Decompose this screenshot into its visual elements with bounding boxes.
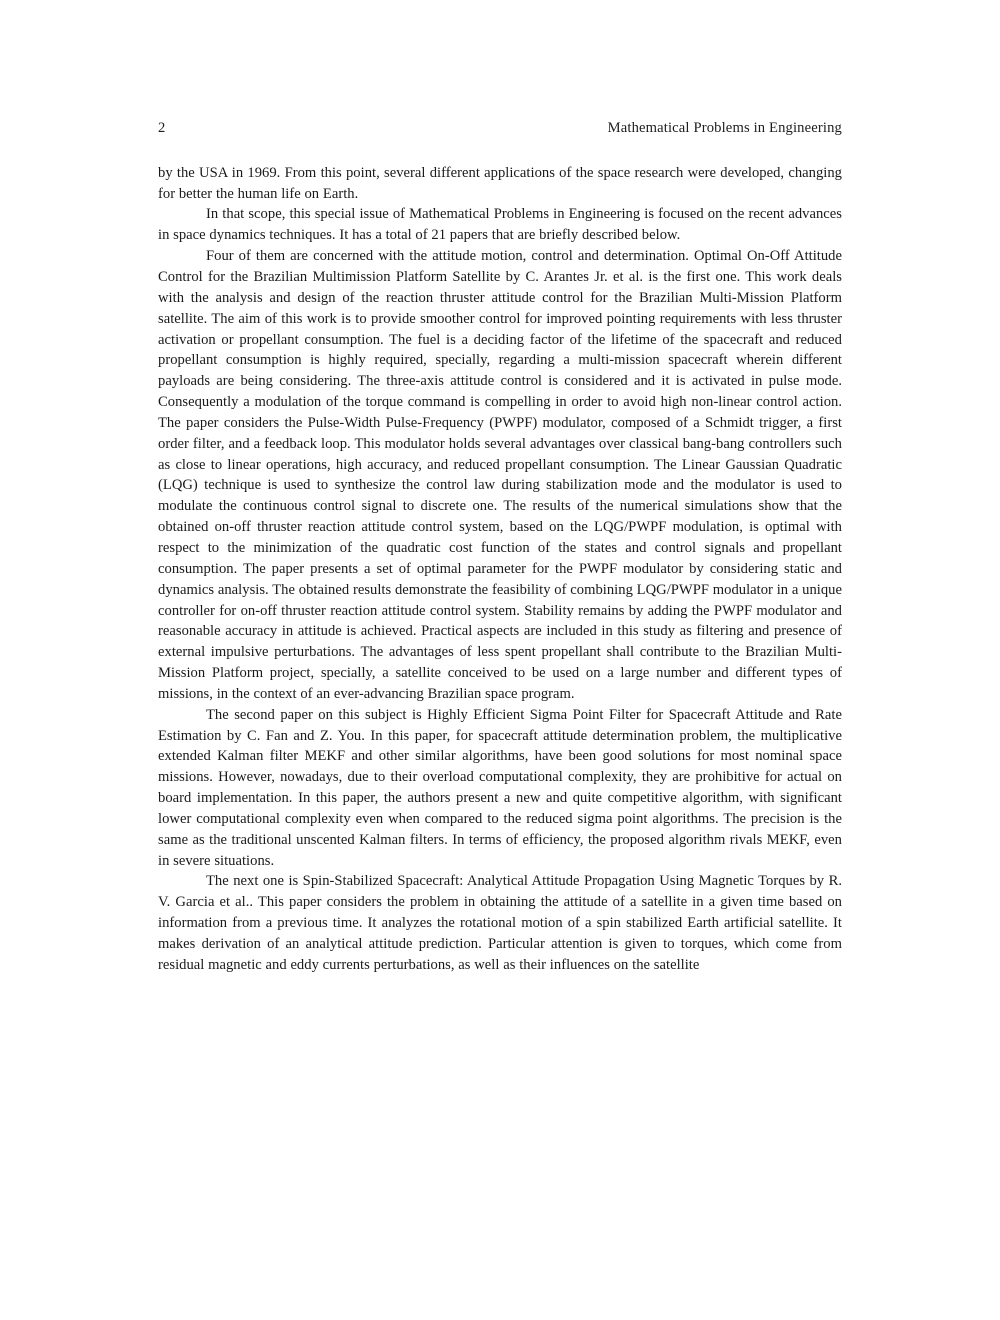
body-text (158, 163, 842, 976)
body-paragraph: by the USA in 1969. From this point, several different applications of the space research were developed, changing for better the human life on Earth. (158, 164, 842, 202)
body-paragraph: In that scope, this special issue of Mathematical Problems in Engineering is focused on the recent advances in space dynamics techniques. It has a total of 21 papers that are briefly described below. (158, 206, 842, 244)
running-header (158, 118, 842, 139)
page-content (158, 118, 842, 976)
body-paragraph: The next one is Spin-Stabilized Spacecraft: Analytical Attitude Propagation Using Magnetic Torques by R. V. Garcia et al.. This paper considers the problem in obtaining the attitude of a satellite in a given time based on information from a previous time. It analyzes the rotational motion of a spin stabilized Earth artificial satellite. It makes derivation of an analytical attitude prediction. Particular attention is given to torques, which come from residual magnetic and eddy currents perturbations, as well as their influences on the satellite (158, 873, 842, 973)
body-paragraph: The second paper on this subject is Highly Efficient Sigma Point Filter for Spacecraft Attitude and Rate Estimation by C. Fan and Z. You. In this paper, for spacecraft attitude determination problem, the multiplicative extended Kalman filter MEKF and other similar algorithms, have been good solutions for most nominal space missions. However, nowadays, due to their overload computational complexity, they are prohibitive for actual on board implementation. In this paper, the authors present a new and quite competitive algorithm, with significant lower computational complexity even when compared to the reduced sigma point algorithms. The precision is the same as the traditional unscented Kalman filters. In terms of efficiency, the proposed algorithm rivals MEKF, even in severe situations. (158, 706, 842, 869)
body-paragraph: Four of them are concerned with the attitude motion, control and determination. Optimal On-Off Attitude Control for the Brazilian Multimission Platform Satellite by C. Arantes Jr. et al. is the first one. This work deals with the analysis and design of the reaction thruster attitude control for the Brazilian Multi-Mission Platform satellite. The aim of this work is to provide smoother control for improved pointing requirements with less thruster activation or propellant consumption. The fuel is a deciding factor of the lifetime of the spacecraft and reduced propellant consumption is highly required, specially, regarding a multi-mission spacecraft wherein different payloads are being considering. The three-axis attitude control is considered and it is activated in pulse mode. Consequently a modulation of the torque command is compelling in order to avoid high non-linear control action. The paper considers the Pulse-Width Pulse-Frequency (PWPF) modulator, composed of a Schmidt trigger, a first order filter, and a feedback loop. This modulator holds several advantages over classical bang-bang controllers such as close to linear operations, high accuracy, and reduced propellant consumption. The Linear Gaussian Quadratic (LQG) technique is used to synthesize the control law during stabilization mode and the modulator is used to modulate the continuous control signal to discrete one. The results of the numerical simulations show that the obtained on-off thruster reaction attitude control system, based on the LQG/PWPF modulation, is optimal with respect to the minimization of the quadratic cost function of the states and control signals and propellant consumption. The paper presents a set of optimal parameter for the PWPF modulator by considering static and dynamics analysis. The obtained results demonstrate the feasibility of combining LQG/PWPF modulator in a unique controller for on-off thruster reaction attitude control system. Stability remains by adding the PWPF modulator and reasonable accuracy in attitude is achieved. Practical aspects are included in this study as filtering and presence of external impulsive perturbations. The advantages of less spent propellant shall contribute to the Brazilian Multi-Mission Platform project, specially, a satellite conceived to be used on a large number and different types of missions, in the context of an ever-advancing Brazilian space program. (158, 248, 842, 702)
page-number: 2 (158, 120, 166, 136)
journal-title: Mathematical Problems in Engineering (607, 120, 842, 136)
